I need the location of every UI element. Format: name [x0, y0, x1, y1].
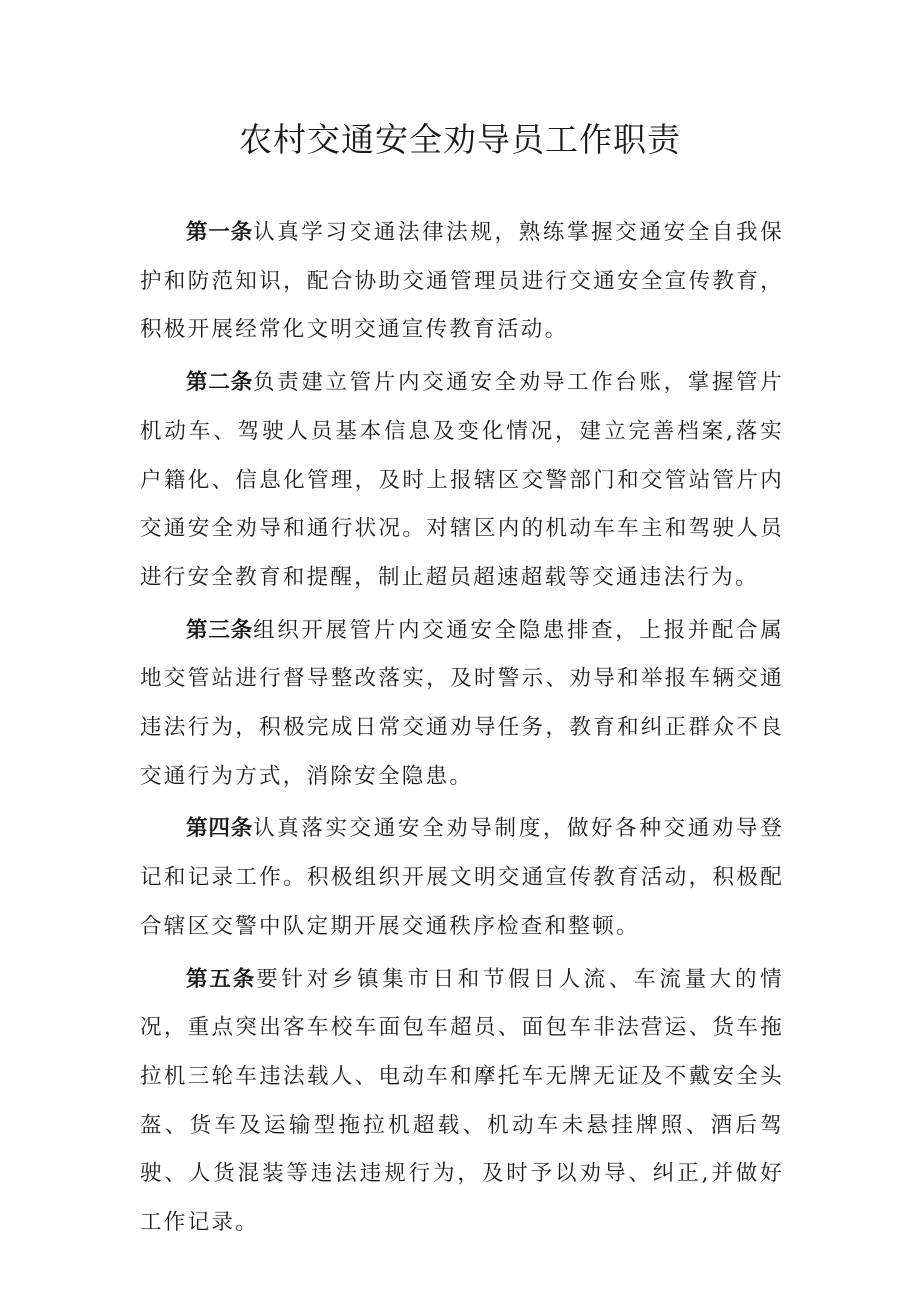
article-1 [140, 209, 784, 355]
article-2 [140, 359, 784, 603]
article-heading: 第四条 [186, 816, 254, 842]
article-text: 组织开展管片内交通安全隐患排查，上报并配合属地交管站进行督导整改落实，及时警示、劝导和举报车辆交通违法行为，积极完成日常交通劝导任务，教育和纠正群众不良交通行为方式，消除安全隐患。 [140, 617, 784, 789]
article-3 [140, 607, 784, 802]
document-body [140, 209, 784, 1252]
article-text: 认真落实交通安全劝导制度，做好各种交通劝导登记和记录工作。积极组织开展文明交通宣传教育活动，积极配合辖区交警中队定期开展交通秩序检查和整顿。 [140, 816, 784, 939]
article-4 [140, 805, 784, 951]
document-title: 农村交通安全劝导员工作职责 [239, 120, 681, 159]
article-heading: 第一条 [186, 220, 254, 245]
article-text: 负责建立管片内交通安全劝导工作台账，掌握管片机动车、驾驶人员基本信息及变化情况，建立完善档案,落实户籍化、信息化管理，及时上报辖区交警部门和交管站管片内交通安全劝导和通行状况。对辖区内的机动车车主和驾驶人员进行安全教育和提醒，制止超员超速超载等交通违法行为。 [140, 370, 784, 590]
article-heading: 第三条 [186, 617, 254, 643]
article-heading: 第五条 [186, 966, 257, 992]
article-text: 认真学习交通法律法规，熟练掌握交通安全自我保护和防范知识，配合协助交通管理员进行交通安全宣传教育，积极开展经常化文明交通宣传教育活动。 [140, 220, 784, 343]
article-heading: 第二条 [186, 370, 254, 396]
article-text: 要针对乡镇集市日和节假日人流、车流量大的情况，重点突出客车校车面包车超员、面包车非法营运、货车拖拉机三轮车违法载人、电动车和摩托车无牌无证及不戴安全头盔、货车及运输型拖拉机超载、机动车未悬挂牌照、酒后驾驶、人货混装等违法违规行为，及时予以劝导、纠正,并做好工作记录。 [140, 966, 784, 1236]
article-5 [140, 956, 784, 1248]
